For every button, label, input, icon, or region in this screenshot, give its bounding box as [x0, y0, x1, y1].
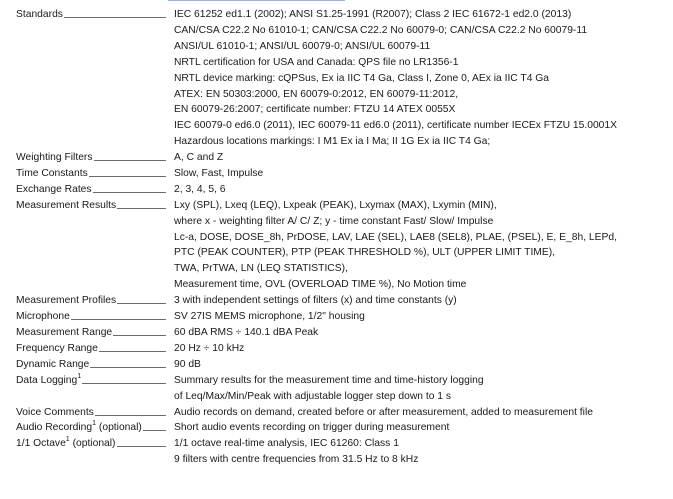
- spec-value-line: of Leq/Max/Min/Peak with adjustable logger step down to 1 s: [174, 390, 452, 402]
- spec-value-line: Summary results for the measurement time and time-history logging: [174, 374, 484, 386]
- spec-value-line: EN 60079-26:2007; certificate number: FTZU 14 ATEX 0055X: [174, 104, 456, 116]
- spec-value-line: Lxy (SPL), Lxeq (LEQ), Lxpeak (PEAK), Lxymax (MAX), Lxymin (MIN),: [174, 199, 497, 211]
- spec-label-text: Audio Recording: [16, 422, 93, 434]
- spec-label: [16, 184, 166, 195]
- spec-label-text: Frequency Range: [16, 342, 98, 354]
- spec-label: [16, 372, 166, 386]
- spec-label: [16, 438, 166, 449]
- spec-label: [16, 295, 166, 306]
- spec-value-line: 3 with independent settings of filters (x) and time constants (y): [174, 295, 457, 307]
- optional-note: (optional): [96, 422, 142, 434]
- spec-value-line: ANSI/UL 61010-1; ANSI/UL 60079-0; ANSI/UL 60079-11: [174, 40, 431, 52]
- spec-label-text: Dynamic Range: [16, 358, 90, 370]
- spec-value-line: 2, 3, 4, 5, 6: [174, 183, 226, 195]
- spec-value-line: ATEX: EN 50303:2000, EN 60079-0:2012, EN 60079-11:2012,: [174, 88, 459, 100]
- spec-label: [16, 343, 166, 354]
- spec-label: [16, 168, 166, 179]
- footnote-marker: 1: [65, 436, 70, 444]
- spec-label: [16, 422, 166, 433]
- spec-value-line: 60 dBA RMS ÷ 140.1 dBA Peak: [174, 327, 319, 338]
- spec-value-line: A, C and Z: [174, 152, 224, 164]
- spec-label-text: Measurement Profiles: [16, 295, 117, 307]
- spec-label: [16, 311, 166, 322]
- spec-label-text: Exchange Rates: [16, 183, 92, 195]
- spec-value-line: IEC 61252 ed1.1 (2002); ANSI S1.25-1991 (R2007); Class 2 IEC 61672-1 ed2.0 (2013): [174, 9, 572, 20]
- spec-value-line: Audio records on demand, created before or after measurement, added to measurement file: [174, 406, 593, 418]
- spec-label-text: Standards: [16, 9, 63, 20]
- spec-label: [16, 152, 166, 163]
- spec-label-text: Data Logging: [16, 374, 78, 386]
- spec-label-text: Weighting Filters: [16, 152, 93, 164]
- spec-value-line: 1/1 octave real-time analysis, IEC 61260: Class 1: [174, 438, 399, 450]
- spec-value-line: 9 filters with centre frequencies from 31.5 Hz to 8 kHz: [174, 454, 419, 466]
- spec-label: [16, 327, 166, 338]
- footnote-marker: 1: [77, 372, 82, 380]
- spec-value-line: TWA, PrTWA, LN (LEQ STATISTICS),: [174, 263, 348, 275]
- spec-value-line: CAN/CSA C22.2 No 61010-1; CAN/CSA C22.2 No 60079-0; CAN/CSA C22.2 No 60079-11: [174, 24, 588, 36]
- spec-value-line: where x - weighting filter A/ C/ Z; y - time constant Fast/ Slow/ Impulse: [174, 215, 494, 227]
- spec-value-line: PTC (PEAK COUNTER), PTP (PEAK THRESHOLD %), ULT (UPPER LIMIT TIME),: [174, 247, 556, 259]
- footnote-marker: 1: [92, 420, 97, 428]
- spec-label-text: Measurement Results: [16, 199, 117, 211]
- spec-value-line: Lc-a, DOSE, DOSE_8h, PrDOSE, LAV, LAE (SEL), LAE8 (SEL8), PLAE, (PSEL), E, E_8h, LEPd,: [174, 231, 617, 243]
- spec-value-line: NRTL certification for USA and Canada: QPS file no LR1356-1: [174, 56, 459, 68]
- spec-label: [16, 407, 166, 418]
- spec-label-text: Time Constants: [16, 168, 88, 179]
- spec-label-text: Voice Comments: [16, 406, 94, 418]
- spec-label: [16, 9, 166, 20]
- spec-value-line: SV 27IS MEMS microphone, 1/2" housing: [174, 311, 365, 323]
- spec-value-line: Slow, Fast, Impulse: [174, 168, 264, 179]
- spec-value-line: IEC 60079-0 ed6.0 (2011), IEC 60079-11 ed6.0 (2011), certificate number IECEx FTZU 15.0001X: [174, 120, 618, 132]
- spec-value-line: Hazardous locations markings: I M1 Ex ia I Ma; II 1G Ex ia IIC T4 Ga;: [174, 136, 491, 148]
- spec-value-line: 20 Hz ÷ 10 kHz: [174, 342, 245, 354]
- spec-value-line: Short audio events recording on trigger during measurement: [174, 422, 450, 434]
- spec-value-line: NRTL device marking: cQPSus, Ex ia IIC T4 Ga, Class I, Zone 0, AEx ia IIC T4 Ga: [174, 72, 550, 84]
- optional-note: (optional): [69, 438, 116, 450]
- spec-value-line: Measurement time, OVL (OVERLOAD TIME %), No Motion time: [174, 279, 467, 291]
- spec-label: [16, 200, 166, 211]
- top-divider: [168, 0, 345, 1]
- spec-label-text: Microphone: [16, 311, 70, 323]
- spec-value-line: 90 dB: [174, 358, 201, 370]
- spec-label-text: 1/1 Octave: [16, 438, 66, 450]
- spec-label: [16, 359, 166, 370]
- spec-label-text: Measurement Range: [16, 327, 113, 338]
